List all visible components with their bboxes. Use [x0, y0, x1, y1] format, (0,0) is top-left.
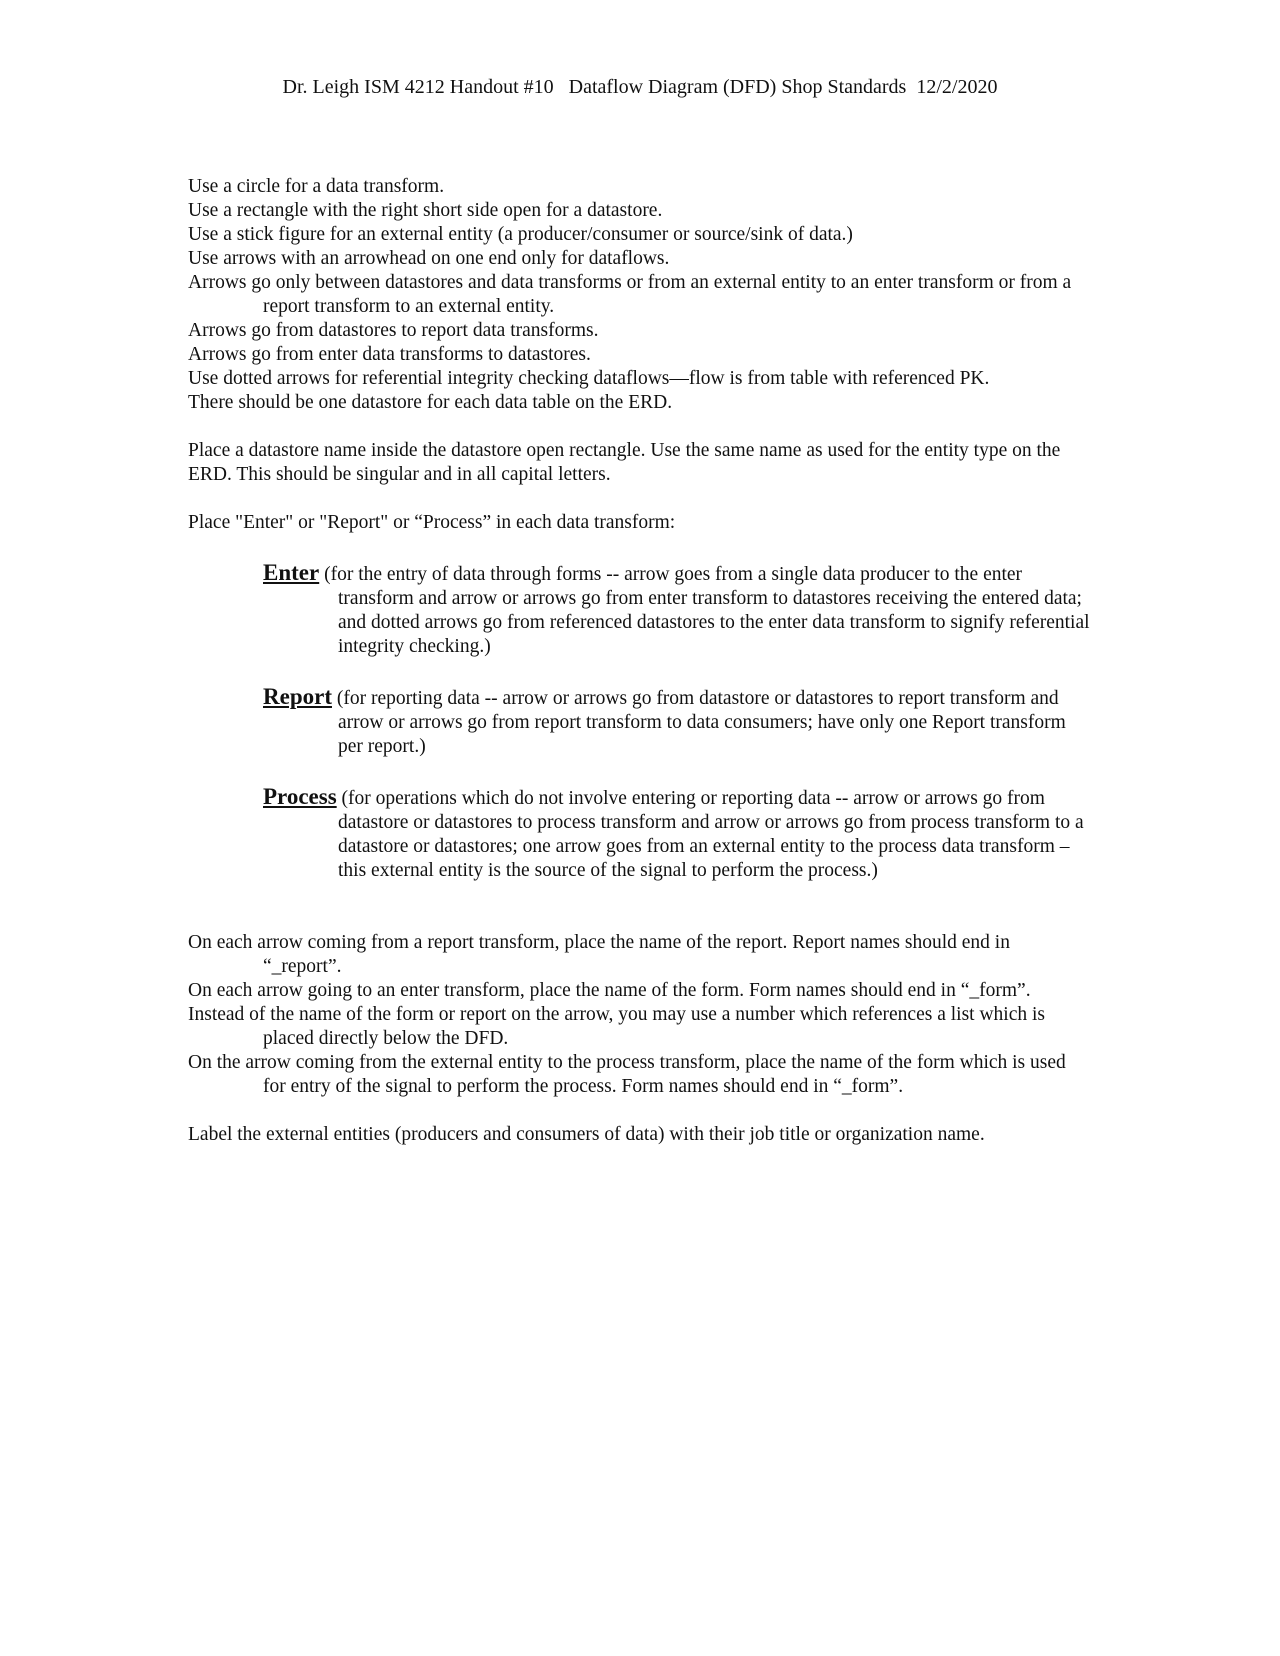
transform-intro: Place "Enter" or "Report" or “Process” in each data transform: — [188, 512, 676, 533]
spacer — [188, 535, 1093, 561]
transform-term-report: Report — [263, 684, 332, 709]
spacer — [188, 883, 1093, 931]
document-body — [188, 175, 1093, 1147]
rule-line: Arrows go from enter data transforms to datastores. — [188, 344, 591, 365]
transform-description-enter: (for the entry of data through forms -- arrow goes from a single data producer to the enter transform and arrow or arrows go from enter transform to datastores receiving the entered data; and dotted arrows go from referenced datastores to the enter data transform to signify referential integrity checking.) — [319, 564, 1090, 657]
transform-description-process: (for operations which do not involve entering or reporting data -- arrow or arrows go from datastore or datastores to process transform and arrow or arrows go from process transform to a datastore or datastores; one arrow goes from an external entity to the process data transform – this external entity is the source of the signal to perform the process.) — [336, 788, 1084, 881]
datastore-name-paragraph: Place a datastore name inside the datastore open rectangle. Use the same name as used for the entity type on the ERD. This should be singular and in all capital letters. — [188, 440, 1061, 485]
rule-line: Arrows go from datastores to report data transforms. — [188, 320, 599, 341]
spacer — [188, 415, 1093, 439]
transform-description-report: (for reporting data -- arrow or arrows go from datastore or datastores to report transform and arrow or arrows go from report transform to data consumers; have only one Report transform per report.) — [331, 688, 1066, 757]
arrow-label-rules — [188, 931, 1093, 1099]
rule-line: Use a circle for a data transform. — [188, 176, 445, 197]
arrow-rule-line: Instead of the name of the form or report on the arrow, you may use a number which references a list which is placed directly below the DFD. — [188, 1004, 1045, 1049]
transform-definition-enter — [263, 561, 1093, 659]
transform-definition-report — [263, 685, 1093, 759]
rule-line: Use arrows with an arrowhead on one end only for dataflows. — [188, 248, 670, 269]
transform-definition-process — [263, 785, 1093, 883]
transform-term-enter: Enter — [263, 560, 320, 585]
rule-line: Use a rectangle with the right short side open for a datastore. — [188, 200, 663, 221]
shape-rules — [188, 175, 1093, 415]
rule-line: Arrows go only between datastores and data transforms or from an external entity to an enter transform or from a report transform to an external entity. — [188, 272, 1072, 317]
spacer — [188, 659, 1093, 685]
arrow-rule-line: On the arrow coming from the external entity to the process transform, place the name of the form which is used for entry of the signal to perform the process. Form names should end in “_form”. — [188, 1052, 1066, 1097]
page-header: Dr. Leigh ISM 4212 Handout #10 Dataflow Diagram (DFD) Shop Standards 12/2/2020 — [282, 76, 998, 98]
entity-label-paragraph: Label the external entities (producers and consumers of data) with their job title or organization name. — [188, 1124, 985, 1145]
rule-line: Use a stick figure for an external entity (a producer/consumer or source/sink of data.) — [188, 224, 853, 245]
spacer — [188, 759, 1093, 785]
arrow-rule-line: On each arrow going to an enter transform, place the name of the form. Form names should end in “_form”. — [188, 980, 1031, 1001]
spacer — [188, 487, 1093, 511]
rule-line: There should be one datastore for each data table on the ERD. — [188, 392, 673, 413]
rule-line: Use dotted arrows for referential integrity checking dataflows—flow is from table with referenced PK. — [188, 368, 990, 389]
spacer — [188, 1099, 1093, 1123]
transform-term-process: Process — [263, 784, 337, 809]
arrow-rule-line: On each arrow coming from a report transform, place the name of the report. Report names should end in “_report”. — [188, 932, 1010, 977]
